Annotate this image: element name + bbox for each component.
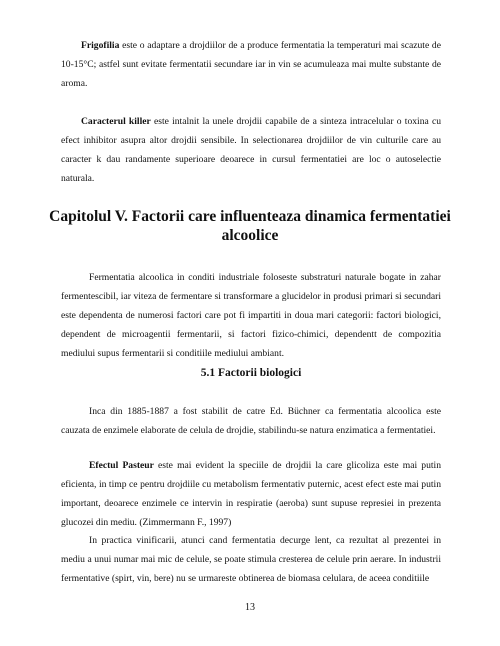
text-killer: este intalnit la unele drojdii capabile de a sinteza intracelular o toxina cu efect inhibitor asupra altor drojdii sensibile. In selectionarea drojdiilor de vin culturile care au caracter k dau randamente superioare deoarece in cursul fermentatiei are loc o autoselectie naturala. xyxy=(61,116,441,184)
section-title: 5.1 Factorii biologici xyxy=(200,367,302,379)
paragraph-practica: In practica vinificarii, atunci cand fermentatia decurge lent, ca rezultat al prezentei in mediu a unui numar mai mic de celule, se poate stimula cresterea de celule prin aerare. In industrii fermentative (spirt, vin, bere) nu se urmareste obtinerea de biomasa celulara, de aceea conditiile xyxy=(61,535,441,584)
paragraph-pasteur xyxy=(61,456,441,532)
term-killer: Caracterul killer xyxy=(81,116,151,127)
text-frigofilia: este o adaptare a drojdiilor de a produce fermentatia la temperaturi mai scazute de 10-15°C; astfel sunt evitate fermentatii secundare iar in vin se acumuleaza mai multe substante de aroma. xyxy=(61,40,441,89)
term-pasteur: Efectul Pasteur xyxy=(89,460,154,471)
chapter-title: Capitolul V. Factorii care influenteaza dinamica fermentatiei alcoolice xyxy=(49,208,451,244)
page-number: 13 xyxy=(245,602,255,613)
paragraph-killer xyxy=(61,112,441,188)
paragraph-frigofilia xyxy=(61,36,441,93)
term-frigofilia: Frigofilia xyxy=(81,40,120,51)
text-pasteur: este mai evident la speciile de drojdii la care glicoliza este mai putin eficienta, in timp ce pentru drojdiile cu metabolism fermentativ puternic, acest efect este mai putin important, deoarece enzimele ce intervin in respiratie (aeroba) sunt supuse represiei in prezenta glucozei din mediu. (Zimmermann F., 1997) xyxy=(61,460,441,528)
paragraph-buchner: Inca din 1885-1887 a fost stabilit de catre Ed. Büchner ca fermentatia alcoolica este cauzata de enzimele elaborate de celula de drojdie, stabilindu-se natura enzimatica a fermentatiei. xyxy=(61,406,441,436)
paragraph-intro: Fermentatia alcoolica in conditi industriale foloseste substraturi naturale bogate in zahar fermentescibil, iar viteza de fermentare si transformare a glucidelor in produsi primari si secundari este dependenta de numerosi factori care pot fi impartiti in doua mari categorii: factori biologici, dependent de microagentii fermentarii, si factori fizico-chimici, dependentt de compozitia mediului supus fermentarii si conditiile mediului ambiant. xyxy=(61,272,441,359)
